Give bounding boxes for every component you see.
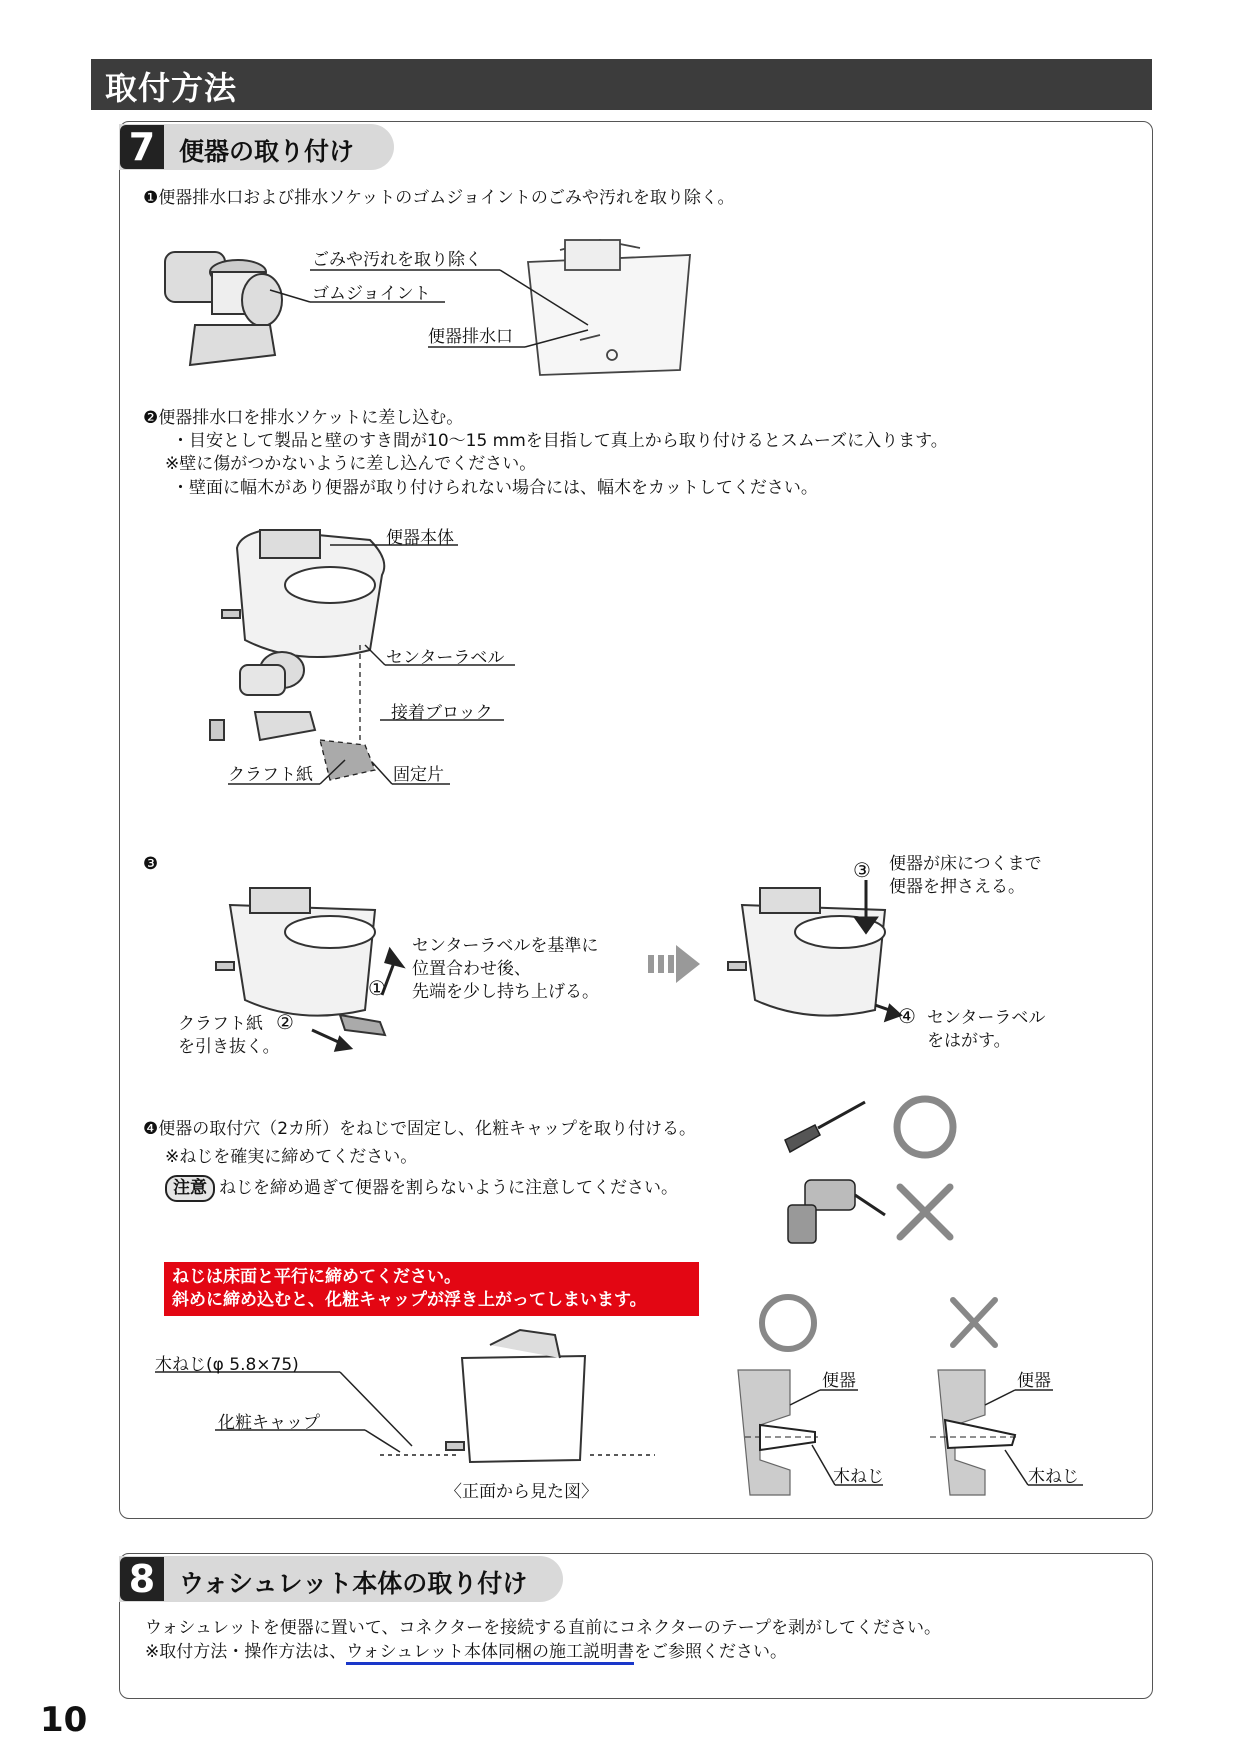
caution-text: ねじを締め過ぎて便器を割らないように注意してください。 (219, 1178, 678, 1198)
item3-step2-text: クラフト紙 を引き抜く。 (178, 1014, 280, 1057)
label-fixing-piece: 固定片 (393, 765, 444, 785)
label-front-view: 〈正面から見た図〉 (445, 1482, 598, 1502)
install-manual-link[interactable]: ウォシュレット本体同梱の施工説明書 (346, 1642, 634, 1665)
circled-3: ③ (853, 858, 871, 882)
step7-title: 便器の取り付け (179, 137, 355, 166)
label-rubber-joint: ゴムジョイント (312, 284, 431, 304)
label-decor-cap: 化粧キャップ (218, 1413, 320, 1433)
label-screw-ok: 木ねじ (833, 1467, 884, 1487)
label-toilet-ng: 便器 (1017, 1371, 1051, 1391)
label-dirt: ごみや汚れを取り除く (312, 250, 482, 270)
label-toilet-outlet: 便器排水口 (428, 327, 513, 347)
step8-line1: ウォシュレットを便器に置いて、コネクターを接続する直前にコネクターのテープを剥がしてください。 (145, 1618, 941, 1638)
section-title: 取付方法 (105, 69, 238, 107)
item3-step1-text: センターラベルを基準に 位置合わせ後、 先端を少し持ち上げる。 (412, 936, 599, 1002)
label-toilet-ok: 便器 (822, 1371, 856, 1391)
item4-note: ※ねじを確実に締めてください。 (165, 1147, 418, 1167)
caution-badge: 注意 (165, 1175, 215, 1202)
page-number: 10 (40, 1700, 88, 1740)
step8-line2-prefix: ※取付方法・操作方法は、 (145, 1642, 347, 1662)
item3-step3-text: 便器が床につくまで 便器を押さえる。 (889, 854, 1042, 897)
item2-text: ❷便器排水口を排水ソケットに差し込む。 (143, 408, 464, 428)
circled-2: ② (276, 1010, 294, 1034)
item3-marker: ❸ (143, 854, 159, 874)
label-toilet-body: 便器本体 (386, 528, 454, 548)
item2-note-1: ・目安として製品と壁のすき間が10～15 mmを目指して真上から取り付けるとスムーズに入ります。 (172, 431, 948, 451)
item3-step4-text: センターラベル をはがす。 (927, 1008, 1046, 1051)
item2-note-3: ・壁面に幅木があり便器が取り付けられない場合には、幅木をカットしてください。 (172, 478, 818, 498)
red-caution-line-2: 斜めに締め込むと、化粧キャップが浮き上がってしまいます。 (172, 1290, 647, 1310)
item1-text: ❶便器排水口および排水ソケットのゴムジョイントのごみや汚れを取り除く。 (143, 188, 735, 208)
item2-note-2: ※壁に傷がつかないように差し込んでください。 (165, 454, 537, 474)
item4-text: ❹便器の取付穴（2カ所）をねじで固定し、化粧キャップを取り付ける。 (143, 1119, 697, 1139)
step7-number: 7 (120, 125, 164, 169)
label-screw-ng: 木ねじ (1028, 1467, 1079, 1487)
label-center: センターラベル (386, 648, 505, 668)
step8-tab (119, 1556, 563, 1602)
step8-line2 (145, 1641, 787, 1664)
step8-line2-suffix: をご参照ください。 (634, 1642, 788, 1662)
circled-4: ④ (898, 1004, 916, 1028)
label-adhesive-block: 接着ブロック (391, 703, 493, 723)
step8-number: 8 (120, 1557, 164, 1601)
circled-1: ① (368, 976, 386, 1000)
label-wood-screw-spec: 木ねじ(φ 5.8×75) (155, 1355, 299, 1375)
label-kraft-paper: クラフト紙 (228, 765, 313, 785)
step8-title: ウォシュレット本体の取り付け (179, 1569, 528, 1598)
front-view-toilet (446, 1330, 585, 1462)
red-caution-line-1: ねじは床面と平行に締めてください。 (172, 1267, 461, 1287)
